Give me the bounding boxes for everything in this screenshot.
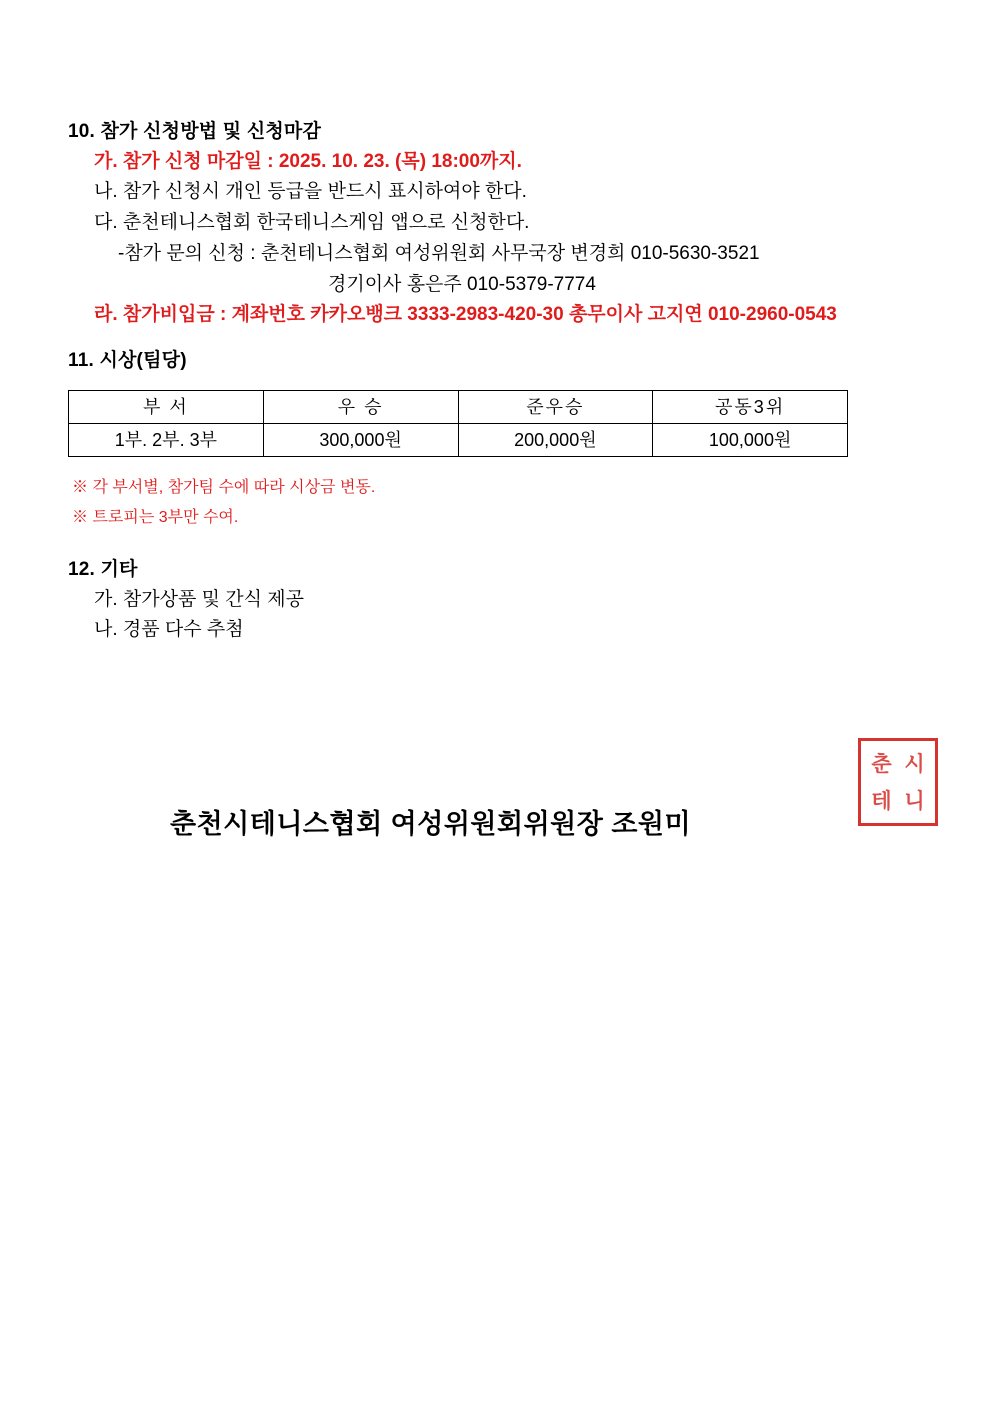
- section-10-item-b: 나. 참가 신청시 개인 등급을 반드시 표시하여야 한다.: [94, 181, 527, 203]
- section-10-number: 10.: [68, 121, 96, 142]
- table-row: [69, 423, 848, 456]
- section-10-item-d: 라. 참가비입금 : 계좌번호 카카오뱅크 3333-2983-420-30 총무이사 고지연 010-2960-0543: [94, 304, 837, 326]
- table-header-row: [69, 390, 848, 423]
- section-12-heading: [68, 556, 948, 585]
- seal-char: 춘: [871, 751, 892, 776]
- table-cell: 200,000원: [458, 423, 653, 456]
- section-10-item-c: 다. 춘천테니스협회 한국테니스게임 앱으로 신청한다.: [94, 212, 530, 234]
- section-10-contact-1: -참가 문의 신청 : 춘천테니스협회 여성위원회 사무국장 변경희 010-5630-3521: [118, 242, 760, 264]
- table-cell: 1부. 2부. 3부: [69, 423, 264, 456]
- seal-char: 테: [871, 788, 892, 813]
- table-cell: 300,000원: [263, 423, 458, 456]
- section-10-heading: [68, 118, 948, 147]
- section-11: [68, 347, 948, 533]
- awards-note: ※ 트로피는 3부만 수여.: [72, 508, 239, 526]
- official-seal-stamp-icon: [858, 738, 938, 826]
- table-cell: 100,000원: [653, 423, 848, 456]
- table-header-cell: 공동3위: [653, 390, 848, 423]
- section-11-heading: [68, 347, 948, 376]
- section-11-title: 시상(팀당): [99, 350, 187, 371]
- awards-table: [68, 390, 848, 457]
- section-10-item-a: 가. 참가 신청 마감일 : 2025. 10. 23. (목) 18:00까지.: [94, 150, 522, 172]
- table-header-cell: 부 서: [69, 390, 264, 423]
- section-10-contact-2: 경기이사 홍은주 010-5379-7774: [328, 273, 596, 295]
- awards-notes: [68, 473, 948, 534]
- section-11-number: 11.: [68, 350, 94, 371]
- section-12-title: 기타: [100, 559, 138, 580]
- section-12-item-b: 나. 경품 다수 추첨: [94, 619, 244, 641]
- section-12-number: 12.: [68, 559, 96, 580]
- section-12-item-a: 가. 참가상품 및 간식 제공: [94, 588, 304, 610]
- section-12: [68, 556, 948, 646]
- awards-note: ※ 각 부서별, 참가팀 수에 따라 시상금 변동.: [72, 478, 376, 496]
- signature-line: 춘천시테니스협회 여성위원회위원장 조원미: [170, 809, 692, 839]
- table-header-cell: 우 승: [263, 390, 458, 423]
- table-header-cell: 준우승: [458, 390, 653, 423]
- seal-char: 시: [904, 751, 925, 776]
- seal-characters: [865, 745, 931, 819]
- section-10: [68, 118, 948, 331]
- seal-char: 니: [904, 788, 925, 813]
- section-10-title: 참가 신청방법 및 신청마감: [100, 121, 322, 142]
